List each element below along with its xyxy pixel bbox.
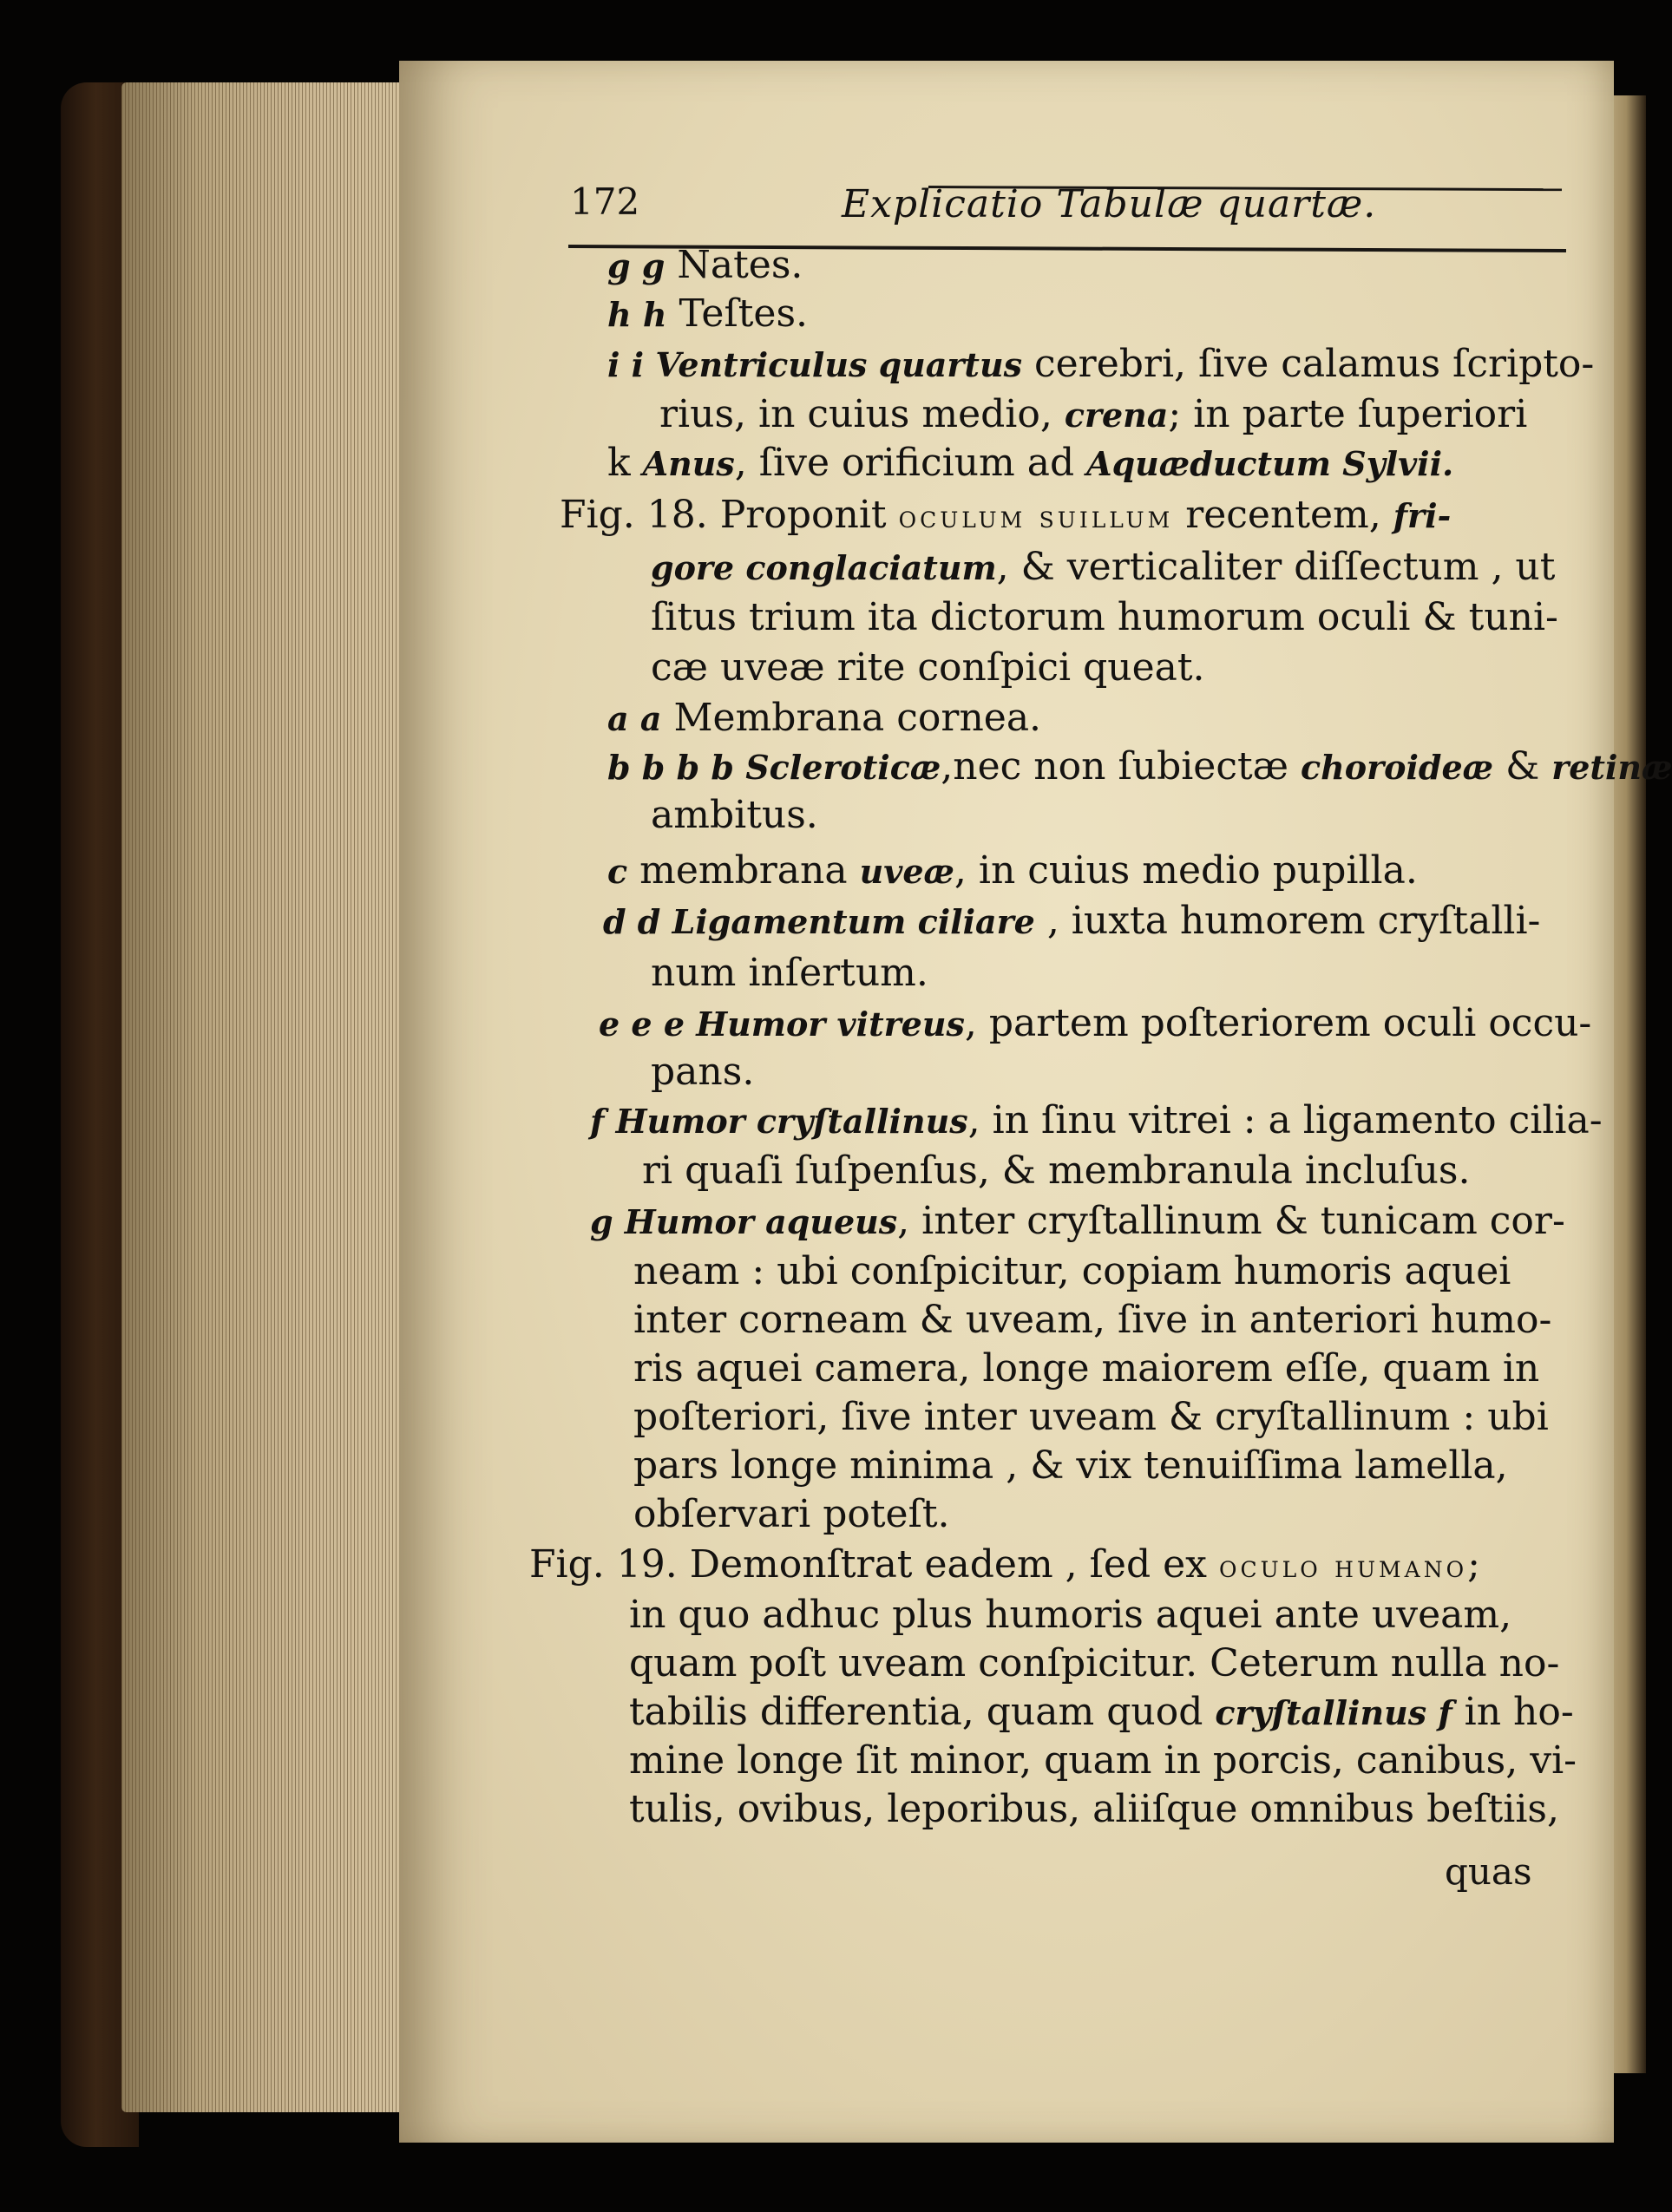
- text-line: pans.: [651, 1050, 755, 1094]
- text-line: in quo adhuc plus humoris aquei ante uveam,: [629, 1593, 1512, 1637]
- text-line: num inſertum.: [651, 951, 928, 995]
- legend-letters: c: [607, 852, 628, 891]
- text-line: Fig. 19. Demonſtrat eadem , ſed ex oculo humano;: [529, 1542, 1480, 1587]
- text-line: ri quaſi ſuſpenſus, & membranula incluſus.: [642, 1149, 1471, 1193]
- text-line: inter corneam & uveam, ſive in anteriori humo-: [633, 1298, 1552, 1342]
- text-line: g Humor aqueus, inter cryſtallinum & tunicam cor-: [590, 1199, 1565, 1243]
- legend-term: f Humor cryſtallinus: [590, 1102, 968, 1141]
- text-line: b b b b Scleroticæ,nec non ſubiectæ choroideæ & retinæ: [607, 744, 1672, 789]
- legend-letters: h h: [607, 295, 667, 334]
- text-line: cæ uveæ rite conſpici queat.: [651, 645, 1205, 690]
- legend-term: Anus: [642, 444, 735, 483]
- legend-term: crena: [1064, 396, 1169, 435]
- text-line: gore conglaciatum, & verticaliter diſſectum , ut: [651, 545, 1556, 589]
- text-line: poſteriori, ſive inter uveam & cryſtallinum : ubi: [633, 1395, 1549, 1439]
- legend-term: cryſtallinus f: [1215, 1693, 1452, 1732]
- legend-term: Aquæductum Sylvii.: [1086, 444, 1454, 483]
- text-line: neam : ubi conſpicitur, copiam humoris aquei: [633, 1249, 1511, 1293]
- text-line: e e e Humor vitreus, partem poſteriorem oculi occu-: [599, 1001, 1592, 1045]
- text-line: ſitus trium ita dictorum humorum oculi & tuni-: [651, 595, 1558, 639]
- catchword: quas: [1445, 1850, 1532, 1893]
- text-line: g g Nates.: [607, 243, 803, 287]
- text-line: obſervari poteſt.: [633, 1492, 950, 1536]
- legend-term: d d Ligamentum ciliare: [603, 902, 1035, 941]
- text-line: quam poſt uveam conſpicitur. Ceterum nulla no-: [629, 1641, 1560, 1685]
- legend-term: g Humor aqueus: [590, 1202, 898, 1241]
- small-caps-term: oculo humano: [1218, 1549, 1468, 1585]
- legend-term: b b b b Scleroticæ: [607, 748, 941, 787]
- text-line: h h Teſtes.: [607, 291, 809, 336]
- legend-letters: a a: [607, 699, 662, 738]
- small-caps-term: oculum suillum: [898, 500, 1174, 535]
- legend-term: gore conglaciatum: [651, 548, 997, 587]
- text-line: f Humor cryſtallinus, in ſinu vitrei : a ligamento cilia-: [590, 1098, 1603, 1142]
- text-line: d d Ligamentum ciliare , iuxta humorem cryſtalli-: [603, 899, 1541, 943]
- text-line: tulis, ovibus, leporibus, aliiſque omnibus beſtiis,: [629, 1787, 1559, 1831]
- legend-term: e e e Humor vitreus: [599, 1005, 965, 1044]
- page-number: 172: [570, 180, 640, 223]
- legend-letters: g g: [607, 246, 666, 285]
- running-title: Explicatio Tabulæ quartæ.: [842, 182, 1377, 226]
- text-line: c membrana uveæ, in cuius medio pupilla.: [607, 848, 1418, 893]
- legend-term: i i Ventriculus quartus: [607, 345, 1023, 384]
- text-line: a a Membrana cornea.: [607, 696, 1042, 740]
- figure-label: Fig. 18.: [560, 493, 708, 537]
- page-edges-left: [121, 82, 443, 2112]
- text-line: ris aquei camera, longe maiorem eſſe, quam in: [633, 1346, 1540, 1391]
- text-line: mine longe ſit minor, quam in porcis, canibus, vi-: [629, 1738, 1577, 1783]
- text-line: k Anus, ſive orificium ad Aquæductum Sylvii.: [607, 441, 1454, 485]
- figure-label: Fig. 19.: [529, 1542, 678, 1587]
- text-line: i i Ventriculus quartus cerebri, ſive calamus ſcripto-: [607, 342, 1595, 386]
- text-line: ambitus.: [651, 793, 818, 837]
- text-line: Fig. 18. Proponit oculum suillum recentem, fri-: [560, 493, 1452, 537]
- text-line: pars longe minima , & vix tenuiſſima lamella,: [633, 1443, 1508, 1488]
- text-line: rius, in cuius medio, crena; in parte ſuperiori: [659, 392, 1528, 436]
- text-line: tabilis differentia, quam quod cryſtallinus f in ho-: [629, 1690, 1574, 1734]
